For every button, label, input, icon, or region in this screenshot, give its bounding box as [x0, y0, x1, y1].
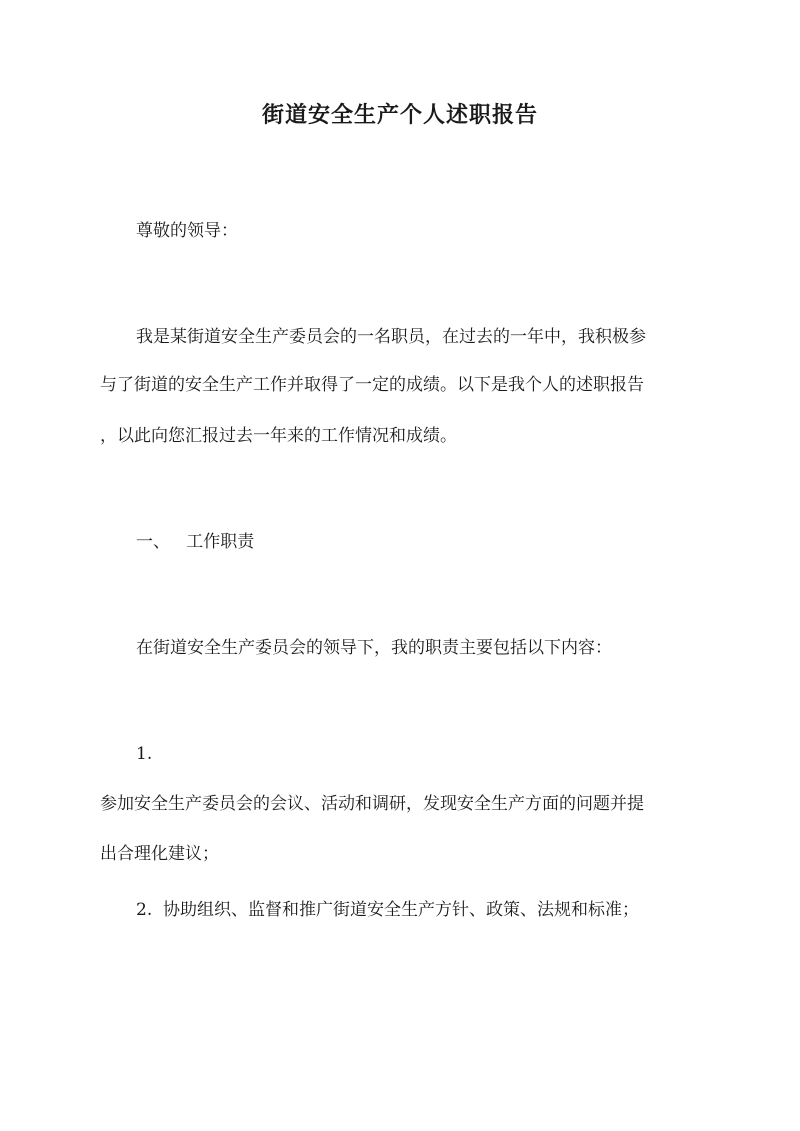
intro-line-3: ，以此向您汇报过去一年来的工作情况和成绩。: [100, 426, 457, 446]
list-item-1-line-1: 参加安全生产委员会的会议、活动和调研，发现安全生产方面的问题并提: [100, 794, 644, 814]
salutation: 尊敬的领导：: [136, 221, 238, 241]
list-item-1-number: 1.: [136, 744, 153, 764]
section-heading: 一、 工作职责: [136, 532, 255, 552]
list-item-2: 2. 协助组织、监督和推广街道安全生产方针、政策、法规和标准；: [136, 900, 640, 920]
intro-line-1: 我是某街道安全生产委员会的一名职员，在过去的一年中，我积极参: [136, 327, 646, 347]
section-lead: 在街道安全生产委员会的领导下，我的职责主要包括以下内容：: [136, 638, 612, 658]
document-title: 街道安全生产个人述职报告: [261, 102, 538, 128]
intro-line-2: 与了街道的安全生产工作并取得了一定的成绩。以下是我个人的述职报告: [100, 375, 644, 395]
list-item-1-line-2: 出合理化建议；: [100, 844, 219, 864]
